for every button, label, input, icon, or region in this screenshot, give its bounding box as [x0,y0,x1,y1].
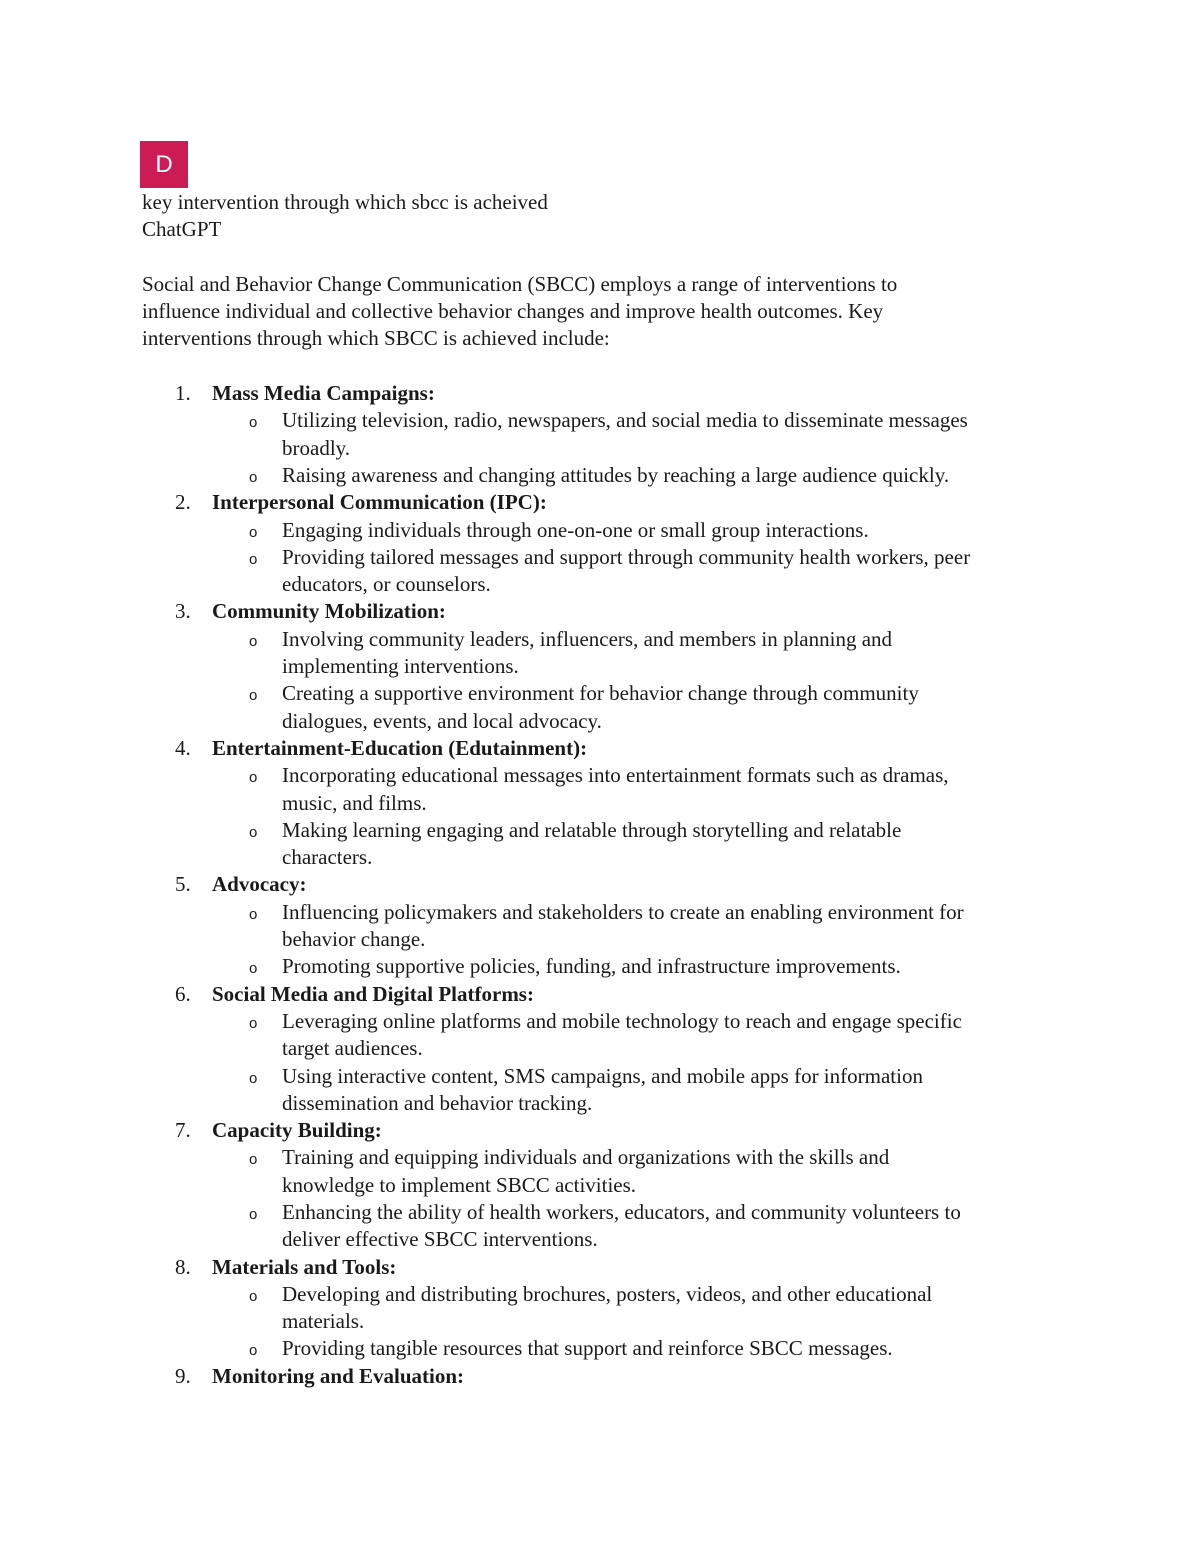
intro-line: Social and Behavior Change Communication (SBCC) employs a range of interventions to [142,271,898,296]
intervention-item [142,735,1072,871]
sub-point-line: target audiences. [282,1036,423,1061]
list-number: 7. [175,1118,191,1143]
intervention-item [142,1363,1072,1390]
sub-point-line: Providing tailored messages and support through community health workers, peer [282,544,971,569]
sub-point-line: Leveraging online platforms and mobile technology to reach and engage specific [282,1008,962,1033]
sub-point [212,1063,1072,1118]
sub-point-line: educators, or counselors. [282,572,491,597]
sub-point-line: knowledge to implement SBCC activities. [282,1172,637,1197]
sub-point [212,762,1072,817]
circle-bullet-icon: o [249,1287,258,1305]
sub-point-line: Using interactive content, SMS campaigns, and mobile apps for information [282,1063,923,1088]
intervention-title: Community Mobilization: [212,599,446,624]
circle-bullet-icon: o [249,414,258,432]
intervention-item [142,981,1072,1117]
circle-bullet-icon: o [249,632,258,650]
sub-point-line: Engaging individuals through one-on-one or small group interactions. [282,517,869,542]
sub-point [212,544,1072,599]
intervention-title: Capacity Building: [212,1118,382,1143]
circle-bullet-icon: o [249,823,258,841]
intro-paragraph [142,271,1072,353]
list-number: 5. [175,872,191,897]
user-query: key intervention through which sbcc is acheived [142,190,548,214]
sub-point-list [212,762,1072,871]
sub-point [212,1335,1072,1362]
list-number: 8. [175,1254,191,1279]
sub-point-line: Promoting supportive policies, funding, and infrastructure improvements. [282,954,901,979]
intervention-item [142,380,1072,489]
sub-point-line: Providing tangible resources that support and reinforce SBCC messages. [282,1336,893,1361]
circle-bullet-icon: o [249,905,258,923]
list-number: 1. [175,381,191,406]
sub-point-line: materials. [282,1309,365,1334]
sub-point [212,517,1072,544]
sub-point-line: Enhancing the ability of health workers, educators, and community volunteers to [282,1199,961,1224]
sub-point-list [212,1281,1072,1363]
sub-point [212,899,1072,954]
sub-point-list [212,899,1072,981]
sub-point-line: implementing interventions. [282,654,519,679]
intervention-title: Social Media and Digital Platforms: [212,981,534,1006]
circle-bullet-icon: o [249,769,258,787]
list-number: 4. [175,735,191,760]
circle-bullet-icon: o [249,1151,258,1169]
list-number: 2. [175,490,191,515]
circle-bullet-icon: o [249,550,258,568]
sub-point [212,1281,1072,1336]
intro-line: interventions through which SBCC is achieved include: [142,326,610,351]
sub-point [212,1008,1072,1063]
circle-bullet-icon: o [249,1342,258,1360]
sub-point-line: Raising awareness and changing attitudes by reaching a large audience quickly. [282,462,950,487]
sub-point-line: music, and films. [282,790,427,815]
intervention-item [142,598,1072,734]
sub-point-line: Involving community leaders, influencers, and members in planning and [282,626,893,651]
circle-bullet-icon: o [249,1069,258,1087]
sub-point-line: Making learning engaging and relatable through storytelling and relatable [282,817,902,842]
intervention-title: Entertainment-Education (Edutainment): [212,735,588,760]
sub-point-line: deliver effective SBCC interventions. [282,1227,598,1252]
intervention-title: Materials and Tools: [212,1254,397,1279]
sub-point-line: Developing and distributing brochures, posters, videos, and other educational [282,1281,933,1306]
intervention-title: Mass Media Campaigns: [212,381,435,406]
sub-point [212,953,1072,980]
sub-point [212,680,1072,735]
interventions-list [142,380,1072,1390]
circle-bullet-icon: o [249,1014,258,1032]
sub-point [212,407,1072,462]
sub-point-line: behavior change. [282,927,426,952]
sub-point [212,1144,1072,1199]
circle-bullet-icon: o [249,960,258,978]
list-number: 9. [175,1363,191,1388]
intervention-item [142,489,1072,598]
sub-point-list [212,1008,1072,1117]
circle-bullet-icon: o [249,523,258,541]
response-source-label: ChatGPT [142,217,222,242]
intervention-title: Interpersonal Communication (IPC): [212,490,547,515]
sub-point-line: Influencing policymakers and stakeholders to create an enabling environment for [282,899,964,924]
circle-bullet-icon: o [249,468,258,486]
sub-point-line: Creating a supportive environment for behavior change through community [282,681,919,706]
sub-point-list [212,1144,1072,1253]
user-avatar: D [140,141,188,188]
document-body [142,189,1072,1390]
intervention-item [142,1117,1072,1253]
intervention-item [142,871,1072,980]
sub-point-line: dissemination and behavior tracking. [282,1090,593,1115]
sub-point-line: characters. [282,845,373,870]
sub-point-line: broadly. [282,435,351,460]
sub-point-line: dialogues, events, and local advocacy. [282,708,602,733]
sub-point [212,462,1072,489]
intervention-item [142,1254,1072,1363]
circle-bullet-icon: o [249,687,258,705]
sub-point [212,626,1072,681]
sub-point-line: Training and equipping individuals and organizations with the skills and [282,1145,890,1170]
sub-point-line: Incorporating educational messages into entertainment formats such as dramas, [282,763,949,788]
intervention-title: Advocacy: [212,872,307,897]
sub-point-list [212,407,1072,489]
list-number: 3. [175,599,191,624]
circle-bullet-icon: o [249,1205,258,1223]
intervention-title: Monitoring and Evaluation: [212,1363,465,1388]
sub-point-list [212,626,1072,735]
list-number: 6. [175,981,191,1006]
sub-point [212,1199,1072,1254]
sub-point-line: Utilizing television, radio, newspapers, and social media to disseminate messages [282,408,968,433]
sub-point [212,817,1072,872]
sub-point-list [212,517,1072,599]
intro-line: influence individual and collective behavior changes and improve health outcomes. Key [142,299,884,324]
